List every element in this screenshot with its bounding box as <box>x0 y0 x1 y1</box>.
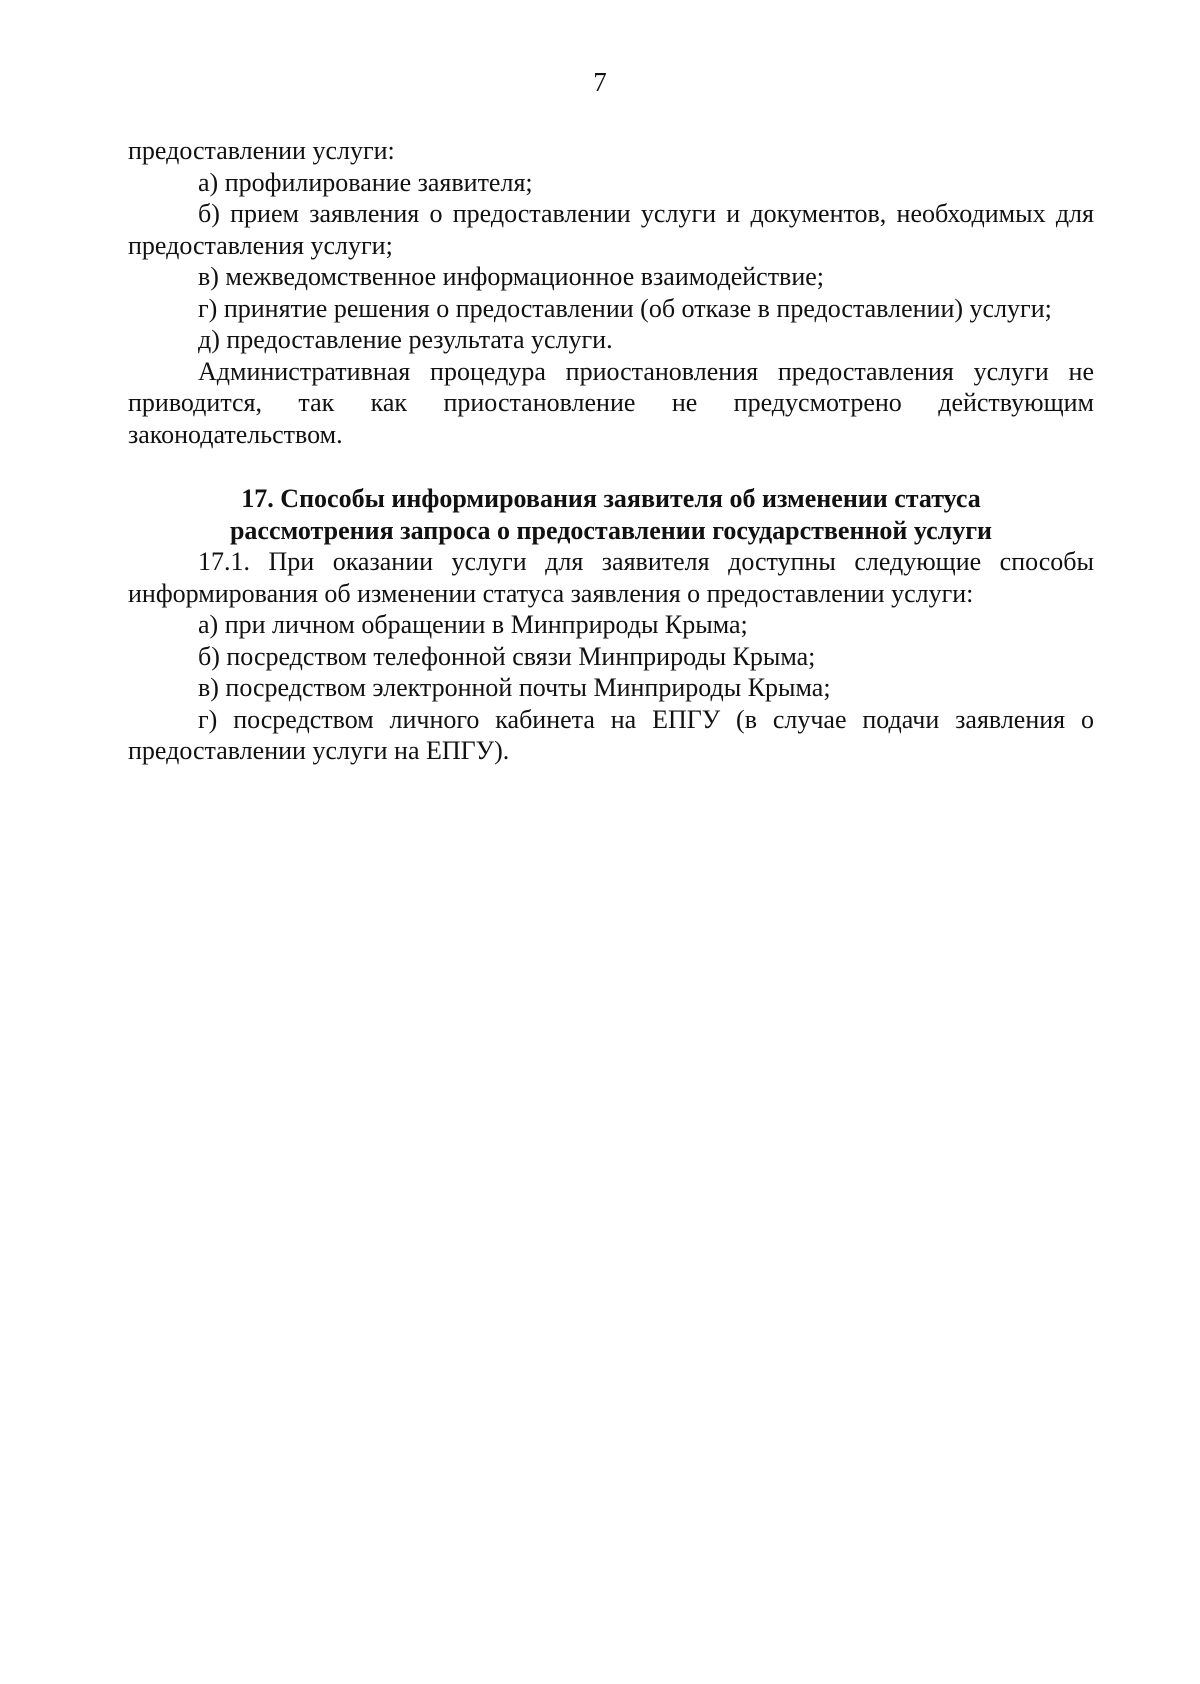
method-item-g: г) посредством личного кабинета на ЕПГУ (в случае подачи заявления о предоставлении услуги на ЕПГУ). <box>128 704 1094 765</box>
paragraph-17-1: 17.1. При оказании услуги для заявителя доступны следующие способы информирования об изменении статуса заявления о предоставлении услуги: <box>128 547 1094 608</box>
document-body <box>128 135 1094 767</box>
list-item-v: в) межведомственное информационное взаимодействие; <box>198 262 825 291</box>
section-17-heading <box>128 483 1094 546</box>
page-number: 7 <box>593 67 607 97</box>
method-item-v: в) посредством электронной почты Минприроды Крыма; <box>198 673 831 702</box>
list-item-a: а) профилирование заявителя; <box>198 167 533 197</box>
intro-continuation: предоставлении услуги: <box>128 136 395 165</box>
suspension-note: Административная процедура приостановления предоставления услуги не приводится, так как приостановление не предусмотрено действующим законодательством. <box>128 356 1094 449</box>
method-item-b: б) посредством телефонной связи Минприроды Крыма; <box>198 641 816 671</box>
method-item-a: а) при личном обращении в Минприроды Крыма; <box>198 610 748 639</box>
list-item-d: д) предоставление результата услуги. <box>198 325 613 354</box>
section-17-heading-line-2: рассмотрения запроса о предоставлении государственной услуги <box>229 515 993 545</box>
section-17-heading-line-1: 17. Способы информирования заявителя об изменении статуса <box>241 484 981 513</box>
list-item-b: б) прием заявления о предоставлении услуги и документов, необходимых для предоставления услуги; <box>128 199 1094 260</box>
list-item-g: г) принятие решения о предоставлении (об отказе в предоставлении) услуги; <box>198 293 1052 323</box>
